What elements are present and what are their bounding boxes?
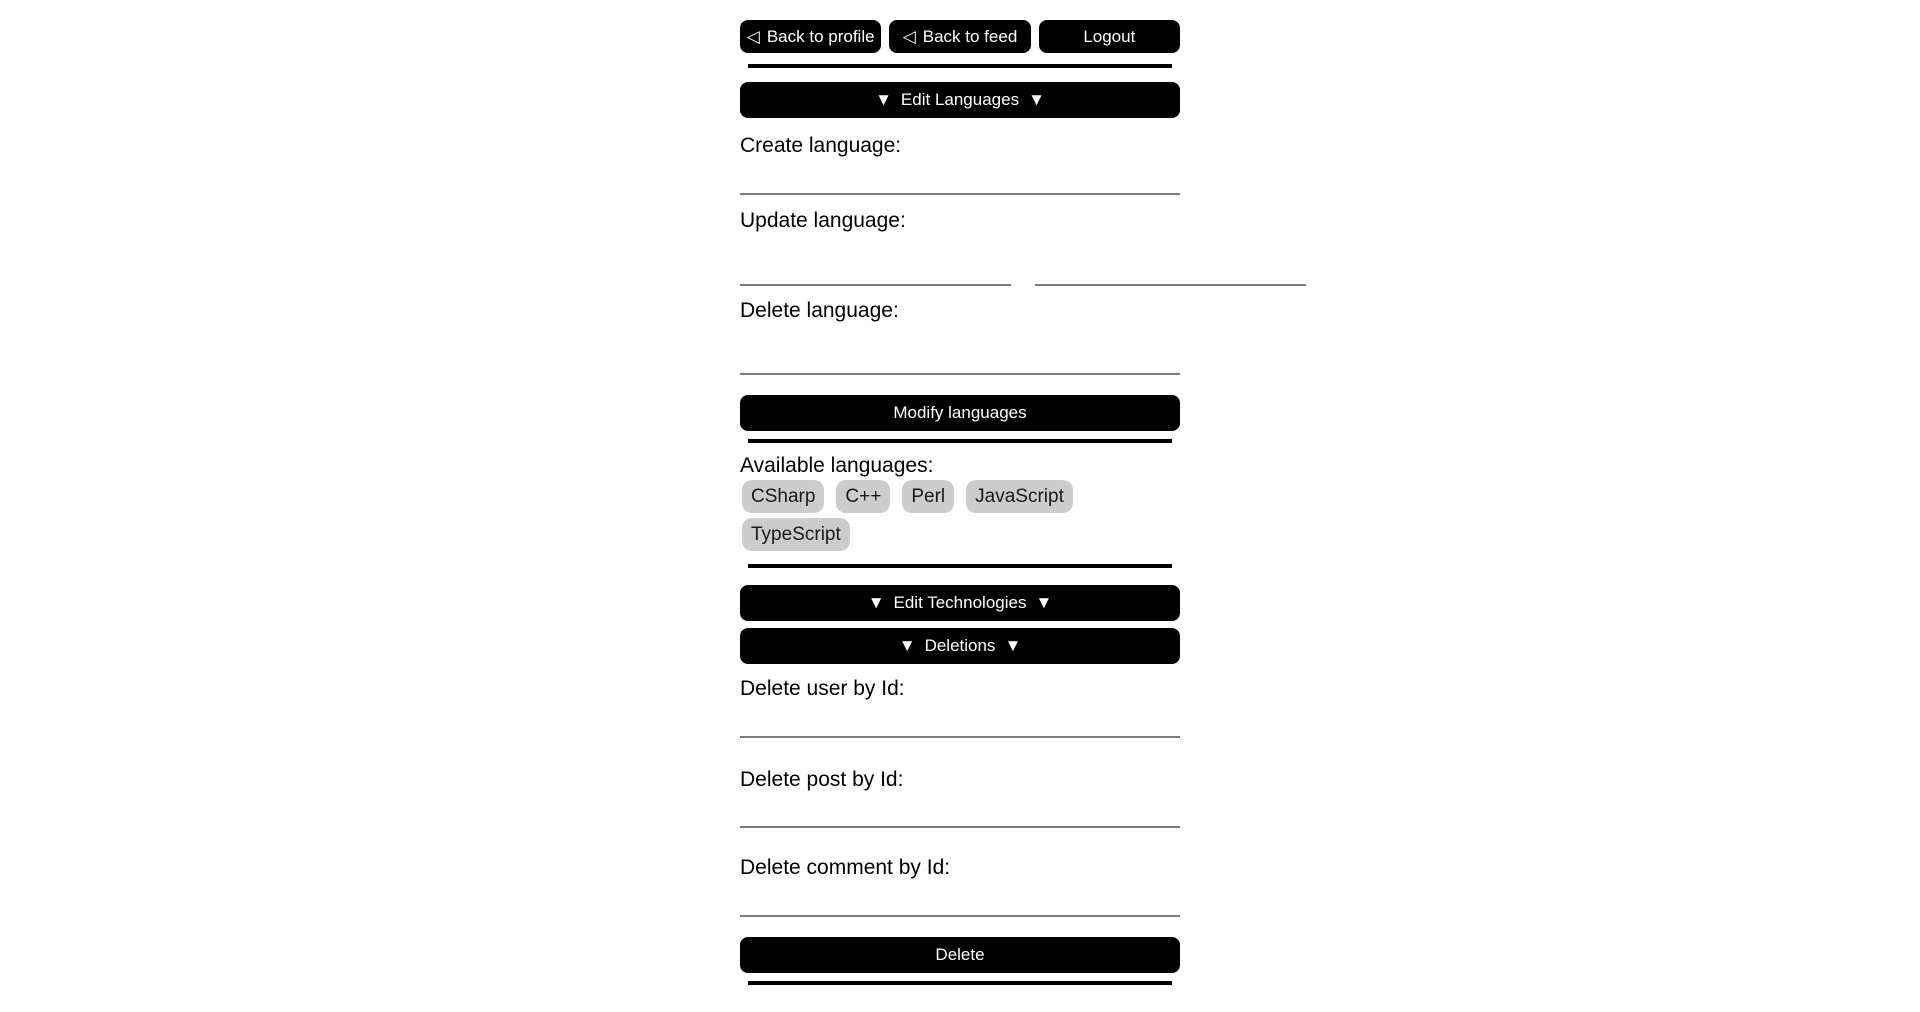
delete-button[interactable] xyxy=(740,937,1180,973)
language-tag: Perl xyxy=(902,480,954,513)
deletions-toggle[interactable] xyxy=(740,628,1180,664)
edit-languages-label: Edit Languages xyxy=(900,90,1020,109)
top-toolbar xyxy=(740,20,1180,53)
create-language-input[interactable] xyxy=(740,167,1180,195)
available-languages-list xyxy=(740,480,1180,551)
available-languages-label: Available languages: xyxy=(740,454,934,477)
delete-comment-label: Delete comment by Id: xyxy=(740,856,951,879)
language-tag: JavaScript xyxy=(966,480,1073,513)
chevron-down-icon: ▼ xyxy=(1004,636,1022,655)
delete-language-input[interactable] xyxy=(740,347,1180,375)
edit-technologies-toggle[interactable] xyxy=(740,585,1180,621)
logout-button[interactable] xyxy=(1039,20,1180,53)
chevron-down-icon: ▼ xyxy=(1035,593,1053,612)
logout-label: Logout xyxy=(1083,26,1136,46)
chevron-down-icon: ▼ xyxy=(875,90,892,109)
back-arrow-icon: ◁ xyxy=(902,26,916,46)
section-divider xyxy=(748,564,1172,568)
delete-comment-input[interactable] xyxy=(740,889,1180,917)
language-tag: C++ xyxy=(836,480,890,513)
delete-user-label: Delete user by Id: xyxy=(740,677,905,700)
section-divider xyxy=(748,439,1172,443)
language-tag: CSharp xyxy=(742,480,824,513)
modify-languages-label: Modify languages xyxy=(893,403,1027,422)
back-to-profile-button[interactable] xyxy=(740,20,881,53)
deletions-label: Deletions xyxy=(924,636,996,655)
delete-user-input[interactable] xyxy=(740,710,1180,738)
delete-post-label: Delete post by Id: xyxy=(740,768,904,791)
create-language-label: Create language: xyxy=(740,134,902,157)
update-language-to-input[interactable] xyxy=(1035,258,1306,286)
modify-languages-button[interactable] xyxy=(740,395,1180,431)
update-language-from-input[interactable] xyxy=(740,258,1011,286)
chevron-down-icon: ▼ xyxy=(898,636,916,655)
edit-technologies-label: Edit Technologies xyxy=(893,593,1027,612)
delete-button-label: Delete xyxy=(935,945,985,964)
update-language-label: Update language: xyxy=(740,209,906,232)
back-to-feed-button[interactable] xyxy=(889,20,1030,53)
back-arrow-icon: ◁ xyxy=(746,26,760,46)
chevron-down-icon: ▼ xyxy=(1028,90,1045,109)
language-tag: TypeScript xyxy=(742,518,850,551)
back-to-profile-label: Back to profile xyxy=(766,26,875,46)
edit-languages-toggle[interactable] xyxy=(740,82,1180,118)
section-divider xyxy=(748,981,1172,985)
delete-post-input[interactable] xyxy=(740,800,1180,828)
delete-language-label: Delete language: xyxy=(740,299,899,322)
back-to-feed-label: Back to feed xyxy=(922,26,1018,46)
section-divider xyxy=(748,64,1172,68)
update-language-inputs xyxy=(740,258,1180,286)
admin-panel xyxy=(740,0,1180,985)
chevron-down-icon: ▼ xyxy=(867,593,885,612)
